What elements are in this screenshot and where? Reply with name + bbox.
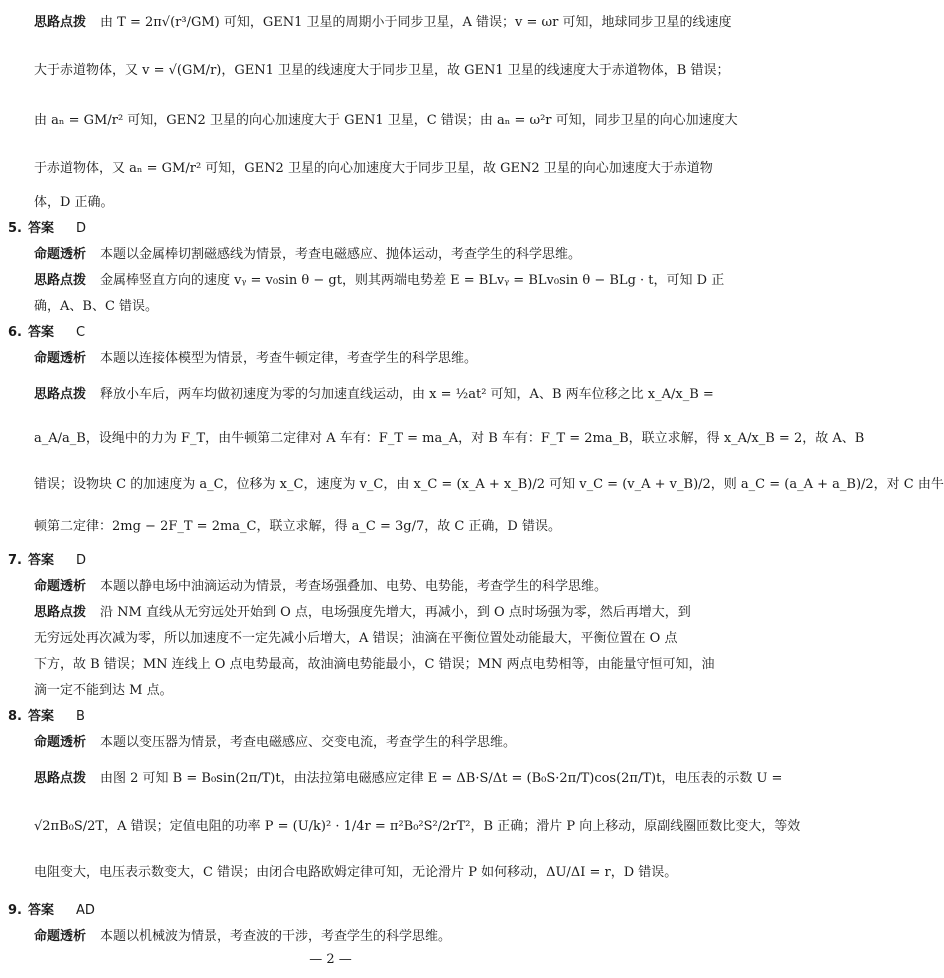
text-line: [34, 578, 645, 596]
line-text: 于赤道物体，又 aₙ = GM/r² 可知，GEN2 卫星的向心加速度大于同步卫星，故 GEN2 卫星的向心加速度大于赤道物: [34, 161, 713, 176]
text-line: [34, 734, 645, 752]
answer-line: [8, 902, 645, 920]
section-label: 思路点拨: [34, 771, 87, 786]
text-line: [34, 476, 944, 494]
section-label: 命题透析: [34, 351, 87, 366]
text-line: [34, 14, 732, 32]
text-line: [34, 246, 645, 264]
line-text: 释放小车后，两车均做初速度为零的匀加速直线运动，由 x = ½at² 可知，A、B 两车位移之比 x_A/x_B =: [100, 387, 714, 402]
line-text: 错误；设物块 C 的加速度为 a_C，位移为 x_C，速度为 v_C，由 x_C = (x_A + x_B)/2 可知 v_C = (v_A + v_B)/2，则 a_C = (a_A + a_B)/2，对 C 由牛: [34, 477, 944, 492]
section-label: 思路点拨: [34, 273, 87, 288]
line-text: 由图 2 可知 B = B₀sin(2π/T)t，由法拉第电磁感应定律 E = ΔB·S/Δt = (B₀S·2π/T)cos(2π/T)t，电压表的示数 U =: [100, 771, 783, 786]
line-text: 本题以连接体模型为情景，考查牛顿定律，考查学生的科学思维。: [100, 351, 478, 366]
line-text: 由 aₙ = GM/r² 可知，GEN2 卫星的向心加速度大于 GEN1 卫星，C 错误；由 aₙ = ω²r 可知，同步卫星的向心加速度大: [34, 113, 738, 128]
question-number: 6.: [8, 325, 22, 340]
answer-label: 答案: [27, 221, 54, 236]
answer-value: D: [76, 553, 87, 568]
page-number: — 2 —: [309, 952, 352, 967]
question-number: 8.: [8, 709, 22, 724]
line-text: 本题以金属棒切割磁感线为情景，考查电磁感应、抛体运动，考查学生的科学思维。: [100, 247, 582, 262]
text-line: [34, 818, 801, 836]
line-text: 体，D 正确。: [34, 195, 114, 210]
text-line: [34, 272, 725, 290]
answer-line: [8, 552, 645, 570]
answer-label: 答案: [27, 553, 54, 568]
answer-label: 答案: [27, 325, 54, 340]
line-text: 滴一定不能到达 M 点。: [34, 683, 173, 698]
answer-label: 答案: [27, 903, 54, 918]
line-text: 本题以静电场中油滴运动为情景，考查场强叠加、电势、电势能，考查学生的科学思维。: [100, 579, 608, 594]
line-text: 大于赤道物体，又 v = √(GM/r)，GEN1 卫星的线速度大于同步卫星，故 GEN1 卫星的线速度大于赤道物体，B 错误；: [34, 63, 730, 78]
answer-value: B: [76, 709, 85, 724]
text-line: [34, 112, 738, 130]
section-label: 思路点拨: [34, 387, 87, 402]
answer-line: [8, 324, 645, 342]
text-line: [34, 630, 678, 648]
section-label: 思路点拨: [34, 15, 87, 30]
text-line: [34, 194, 645, 212]
line-text: 无穷远处再次减为零，所以加速度不一定先减小后增大，A 错误；油滴在平衡位置处动能最大，平衡位置在 O 点: [34, 631, 678, 646]
text-line: [34, 604, 691, 622]
line-text: 沿 NM 直线从无穷远处开始到 O 点，电场强度先增大，再减小，到 O 点时场强为零，然后再增大，到: [100, 605, 691, 620]
line-text: √2πB₀S/2T，A 错误；定值电阻的功率 P = (U/k)² · 1/4r = π²B₀²S²/2rT²，B 正确；滑片 P 向上移动，原副线圈匝数比变大，等效: [34, 819, 801, 834]
text-line: [34, 386, 714, 404]
line-text: 由 T = 2π√(r³/GM) 可知，GEN1 卫星的周期小于同步卫星，A 错误；v = ωr 可知，地球同步卫星的线速度: [100, 15, 732, 30]
text-line: [34, 62, 730, 80]
line-text: 本题以机械波为情景，考查波的干涉，考查学生的科学思维。: [100, 929, 452, 944]
line-text: 下方，故 B 错误；MN 连线上 O 点电势最高，故油滴电势能最小，C 错误；MN 两点电势相等，由能量守恒可知，油: [34, 657, 715, 672]
line-text: 金属棒竖直方向的速度 vᵧ = v₀sin θ − gt，则其两端电势差 E = BLvᵧ = BLv₀sin θ − BLg · t，可知 D 正: [100, 273, 725, 288]
text-line: [34, 770, 783, 788]
text-line: [34, 430, 865, 448]
text-line: [34, 298, 645, 316]
text-line: [34, 682, 645, 700]
text-line: [34, 656, 715, 674]
line-text: a_A/a_B，设绳中的力为 F_T，由牛顿第二定律对 A 车有：F_T = ma_A，对 B 车有：F_T = 2ma_B，联立求解，得 x_A/x_B = 2，故 A、B: [34, 431, 865, 446]
section-label: 思路点拨: [34, 605, 87, 620]
line-text: 本题以变压器为情景，考查电磁感应、交变电流，考查学生的科学思维。: [100, 735, 517, 750]
answer-line: [8, 220, 645, 238]
question-number: 7.: [8, 553, 22, 568]
line-text: 电阻变大，电压表示数变大，C 错误；由闭合电路欧姆定律可知，无论滑片 P 如何移动，ΔU/ΔI = r，D 错误。: [34, 865, 678, 880]
text-line: [34, 518, 645, 536]
section-label: 命题透析: [34, 929, 87, 944]
text-line: [34, 350, 645, 368]
question-number: 9.: [8, 903, 22, 918]
text-line: [34, 160, 713, 178]
line-text: 确，A、B、C 错误。: [34, 299, 159, 314]
section-label: 命题透析: [34, 247, 87, 262]
question-number: 5.: [8, 221, 22, 236]
answer-label: 答案: [27, 709, 54, 724]
text-line: [34, 864, 678, 882]
line-text: 顿第二定律：2mg − 2F_T = 2ma_C，联立求解，得 a_C = 3g/7，故 C 正确，D 错误。: [34, 519, 561, 534]
text-line: [34, 928, 645, 946]
answer-value: D: [76, 221, 87, 236]
section-label: 命题透析: [34, 735, 87, 750]
answer-value: AD: [76, 903, 95, 918]
section-label: 命题透析: [34, 579, 87, 594]
answer-value: C: [76, 325, 86, 340]
answer-line: [8, 708, 645, 726]
